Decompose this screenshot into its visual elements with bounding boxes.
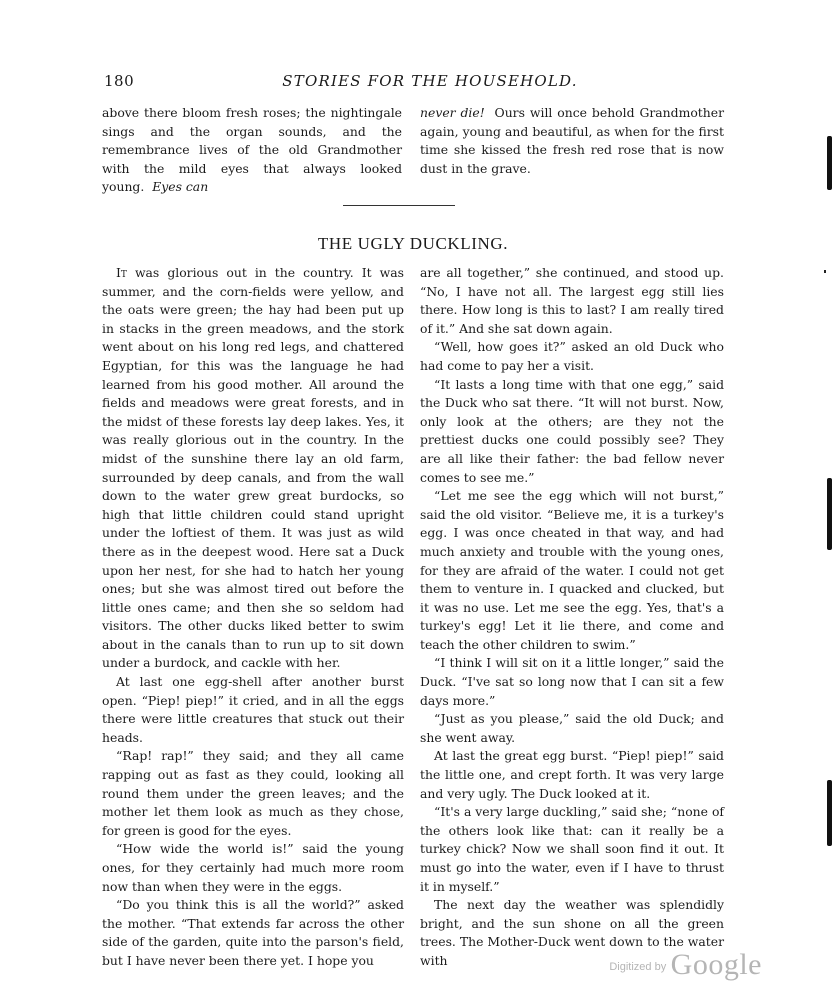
paragraph: At last one egg-shell after another burst open. “Piep! piep!” it cried, and in all the eggs there were little creatures that stuck out their heads. [102, 674, 404, 745]
paragraph: “I think I will sit on it a little longer,” said the Duck. “I've sat so long now that I can sit a few days more.” [420, 655, 724, 708]
paragraph: At last the great egg burst. “Piep! piep!” said the little one, and crept forth. It was very large and very ugly. The Duck looked at it. [420, 748, 724, 801]
paragraph: “Just as you please,” said the old Duck; and she went away. [420, 711, 724, 745]
story-left-column [102, 264, 404, 971]
previous-story-italic: Eyes can [152, 179, 209, 195]
drop-word: It [116, 265, 127, 280]
previous-story-ending: Ours will once behold Grandmother again, young and beautiful, as when for the first time she kissed the fresh red rose that is now dust in the grave. [420, 105, 724, 176]
page-number: 180 [104, 72, 135, 90]
previous-story-right-column [420, 104, 724, 178]
paragraph: are all together,” she continued, and stood up. “No, I have not all. The largest egg still lies there. How long is this to last? I am really tired of it.” And she sat down again. [420, 265, 724, 336]
paragraph: “How wide the world is!” said the young ones, for they certainly had much more room now than when they were in the eggs. [102, 841, 404, 894]
section-divider [343, 205, 455, 206]
paragraph: “Let me see the egg which will not burst,” said the old visitor. “Believe me, it is a turkey's egg. I was once cheated in that way, and had much anxiety and trouble with the young ones, for they are afraid of the water. I could not get them to venture in. I quacked and clucked, but it was no use. Let me see the egg. Yes, that's a turkey's egg! Let it lie there, and come and teach the other children to swim.” [420, 488, 724, 652]
running-head: STORIES FOR THE HOUSEHOLD. [282, 72, 578, 90]
story-right-column [420, 264, 724, 971]
paragraph: “It's a very large duckling,” said she; “none of the others look like that: can it really be a turkey chick? Now we shall soon find it out. It must go into the water, even if I have to thrust it in myself.” [420, 804, 724, 894]
scan-edge-mark [827, 136, 832, 190]
previous-story-left-column [102, 104, 402, 197]
paragraph: The next day the weather was splendidly bright, and the sun shone on all the green trees. The Mother-Duck went down to the water with [420, 897, 724, 968]
paragraph: “Do you think this is all the world?” asked the mother. “That extends far across the other side of the garden, quite into the parson's field, but I have never been there yet. I hope you [102, 897, 404, 968]
paragraph: “Rap! rap!” they said; and they all came rapping out as fast as they could, looking all round them under the green leaves; and the mother let them look as much as they chose, for green is good for the eyes. [102, 748, 404, 838]
story-title: THE UGLY DUCKLING. [317, 234, 509, 253]
paragraph: “It lasts a long time with that one egg,” said the Duck who sat there. “It will not burst. Now, only look at the others; are they not the prettiest ducks one could possibly see? They are all like their father: the bad fellow never comes to see me.” [420, 376, 724, 485]
previous-story-text: above there bloom fresh roses; the nightingale sings and the organ sounds, and the remembrance lives of the old Grandmother with the mild eyes that always looked young. [102, 105, 402, 195]
scan-edge-mark [827, 478, 832, 550]
previous-story-italic-end: never die! [420, 105, 485, 120]
watermark-brand: Google [670, 948, 762, 981]
digitized-watermark [609, 948, 762, 982]
scan-edge-mark [827, 780, 832, 846]
paragraph: It was glorious out in the country. It was summer, and the corn-fields were yellow, and the oats were green; the hay had been put up in stacks in the green meadows, and the stork went about on his long red legs, and chattered Egyptian, for this was the language he had learned from his good mother. All around the fields and meadows were great forests, and in the midst of these forests lay deep lakes. Yes, it was really glorious out in the country. In the midst of the sunshine there lay an old farm, surrounded by deep canals, and from the wall down to the water grew great burdocks, so high that little children could stand upright under the loftiest of them. It was just as wild there as in the deepest wood. Here sat a Duck upon her nest, for she had to hatch her young ones; but she was almost tired out before the little ones came; and then she so seldom had visitors. The other ducks liked better to swim about in the canals than to run up to sit down under a burdock, and cackle with her. [102, 265, 404, 671]
paragraph: “Well, how goes it?” asked an old Duck who had come to pay her a visit. [420, 339, 724, 373]
scan-speck [824, 270, 826, 273]
watermark-prefix: Digitized by [609, 961, 667, 973]
